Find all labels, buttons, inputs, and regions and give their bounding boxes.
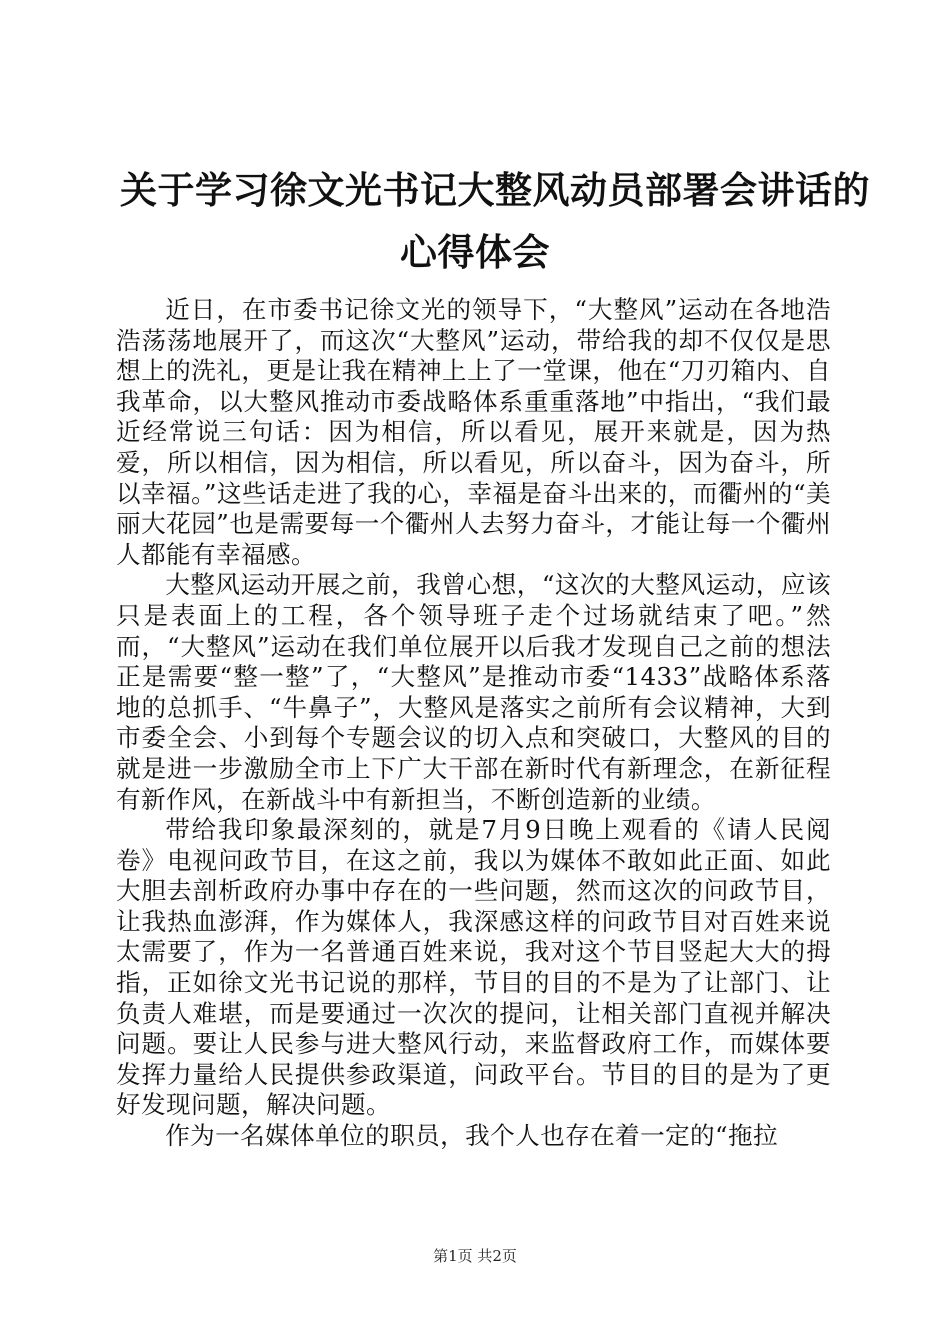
- body-paragraph: 近日，在市委书记徐文光的领导下，“大整风”运动在各地浩浩荡荡地展开了，而这次“大整风”运动，带给我的却不仅仅是思想上的洗礼，更是让我在精神上上了一堂课，他在“刀刃箱内、自我革命，以大整风推动市委战略体系重重落地”中指出，“我们最近经常说三句话：因为相信，所以看见，展开来就是，因为热爱，所以相信，因为相信，所以看见，所以奋斗，因为奋斗，所以幸福。”这些话走进了我的心，幸福是奋斗出来的，而衢州的“美丽大花园”也是需要每一个衢州人去努力奋斗，才能让每一个衢州人都能有幸福感。: [116, 295, 831, 569]
- body-paragraph: 作为一名媒体单位的职员，我个人也存在着一定的“拖拉: [165, 1121, 779, 1151]
- body-paragraph: 带给我印象最深刻的，就是7月9日晚上观看的《请人民阅卷》电视问政节目，在这之前，我以为媒体不敢如此正面、如此大胆去剖析政府办事中存在的一些问题，然而这次的问政节目，让我热血澎湃，作为媒体人，我深感这样的问政节目对百姓来说太需要了，作为一名普通百姓来说，我对这个节目竖起大大的拇指，正如徐文光书记说的那样，节目的目的不是为了让部门、让负责人难堪，而是要通过一次次的提问，让相关部门直视并解决问题。要让人民参与进大整风行动，来监督政府工作，而媒体要发挥力量给人民提供参政渠道，问政平台。节目的目的是为了更好发现问题，解决问题。: [116, 815, 831, 1120]
- page-number-footer: 第1页 共2页: [433, 1247, 517, 1265]
- title-line-2: 心得体会: [400, 231, 550, 274]
- document-title: [120, 160, 870, 284]
- title-line-1: 关于学习徐文光书记大整风动员部署会讲话的: [120, 169, 870, 212]
- document-body: [116, 295, 831, 1152]
- body-paragraph: 大整风运动开展之前，我曾心想，“这次的大整风运动，应该只是表面上的工程，各个领导班子走个过场就结束了吧。”然而，“大整风”运动在我们单位展开以后我才发现自己之前的想法正是需要“整一整”了，“大整风”是推动市委“1433”战略体系落地的总抓手、“牛鼻子”，大整风是落实之前所有会议精神，大到市委全会、小到每个专题会议的切入点和突破口，大整风的目的就是进一步激励全市上下广大干部在新时代有新理念，在新征程有新作风，在新战斗中有新担当，不断创造新的业绩。: [116, 570, 831, 814]
